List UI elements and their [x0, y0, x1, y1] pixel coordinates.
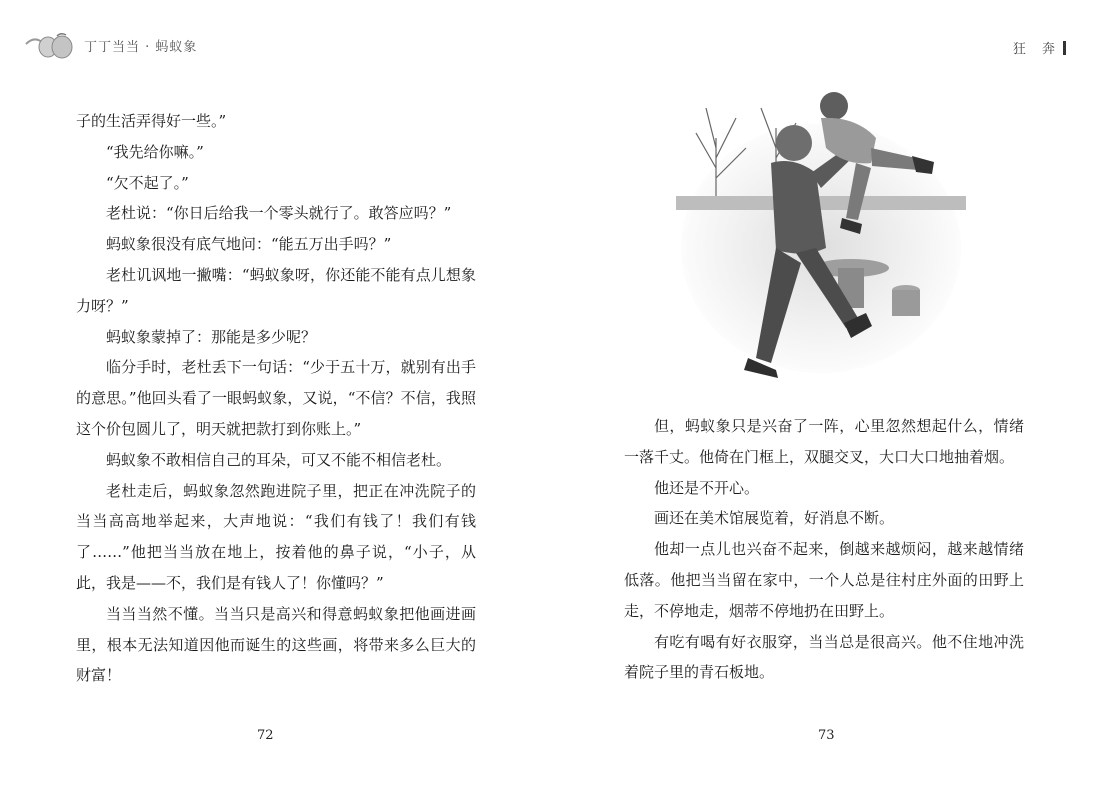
paragraph: 子的生活弄得好一些。”: [76, 112, 227, 130]
paragraph: 当当当然不懂。当当只是高兴和得意蚂蚁象把他画进画里，根本无法知道因他而诞生的这些画，将带来多么巨大的财富！: [76, 604, 476, 685]
series-title: 丁丁当当 · 蚂蚁象: [84, 39, 198, 55]
paragraph: 蚂蚁象很没有底气地问：“能五万出手吗？”: [106, 235, 392, 254]
series-header: [24, 30, 197, 60]
paragraph: 他却一点儿也兴奋不起来，倒越来越烦闷，越来越情绪低落。他把当当留在家中，一个人总是往村庄外面的田野上走，不停地走，烟蒂不停地扔在田野上。: [624, 540, 1024, 620]
paragraph: 有吃有喝有好衣服穿，当当总是很高兴。他不住地冲洗着院子里的青石板地。: [624, 632, 1024, 682]
paragraph: 他还是不开心。: [654, 478, 760, 497]
page-number-left: 72: [257, 728, 274, 743]
paragraph: 蚂蚁象不敢相信自己的耳朵，可又不能不相信老杜。: [106, 450, 452, 469]
paragraph: 临分手时，老杜丢下一句话：“少于五十万，就别有出手的意思。”他回头看了一眼蚂蚁象，又说，“不信？不信，我照这个价包圆儿了，明天就把款打到你账上。”: [76, 358, 476, 438]
paragraph: 画还在美术馆展览着，好消息不断。: [654, 509, 895, 528]
paragraph: 老杜说：“你日后给我一个零头就行了。敢答应吗？”: [106, 204, 452, 223]
paragraph: “欠不起了。”: [106, 173, 189, 192]
paragraph: “我先给你嘛。”: [106, 142, 204, 161]
chapter-marker: [1063, 41, 1066, 55]
paragraph: 老杜走后，蚂蚁象忽然跑进院子里，把正在冲洗院子的当当高高地举起来，大声地说：“我们有钱了！我们有钱了……”他把当当放在地上，按着他的鼻子说，“小子，从此，我是——不，我们是有钱人了！你懂吗？”: [76, 481, 476, 592]
paragraph: 老杜讥讽地一撇嘴：“蚂蚁象呀，你还能不能有点儿想象力呀？”: [76, 265, 476, 315]
illustration-man-lifting-boy: [676, 78, 966, 390]
right-page: [548, 0, 1096, 786]
left-page-text: [76, 106, 476, 691]
gourd-logo-icon: [24, 30, 76, 60]
paragraph: 蚂蚁象蒙掉了：那能是多少呢？: [106, 327, 317, 346]
page-number-right: 73: [818, 728, 835, 743]
paragraph: 但，蚂蚁象只是兴奋了一阵，心里忽然想起什么，情绪一落千丈。他倚在门框上，双腿交叉，大口大口地抽着烟。: [624, 417, 1024, 466]
right-page-text: [624, 411, 1024, 688]
chapter-header: [1013, 38, 1066, 57]
chapter-title: 狂 奔: [1012, 42, 1061, 57]
